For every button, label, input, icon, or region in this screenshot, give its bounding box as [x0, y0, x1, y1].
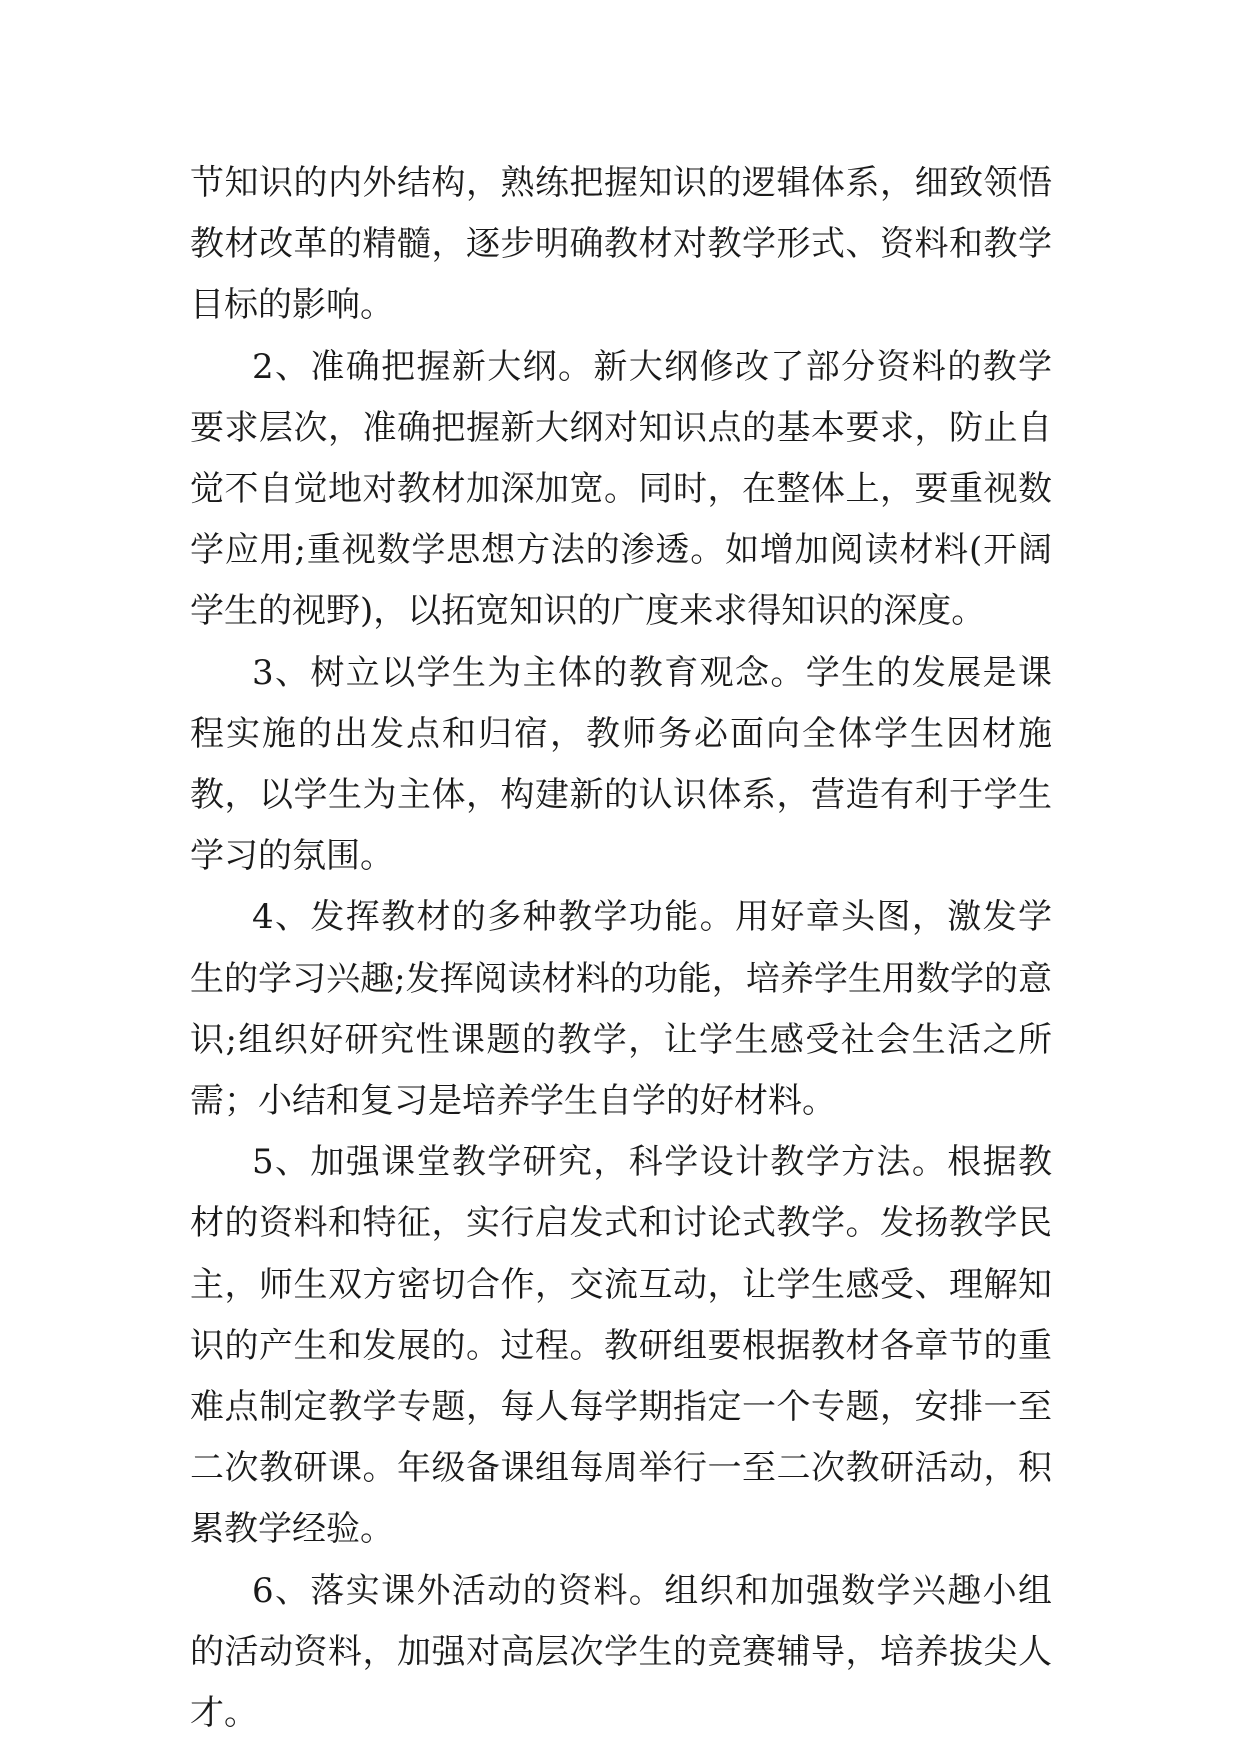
document-body: [190, 153, 1052, 1744]
paragraph-item-4: 4、发挥教材的多种教学功能。用好章头图，激发学生的学习兴趣;发挥阅读材料的功能，培养学生用数学的意识;组织好研究性课题的教学，让学生感受社会生活之所需；小结和复习是培养学生自学的好材料。: [190, 897, 1053, 1122]
paragraph-continuation: 节知识的内外结构，熟练把握知识的逻辑体系，细致领悟教材改革的精髓，逐步明确教材对教学形式、资料和教学目标的影响。: [190, 163, 1052, 326]
paragraph-item-3: 3、树立以学生为主体的教育观念。学生的发展是课程实施的出发点和归宿，教师务必面向全体学生因材施教，以学生为主体，构建新的认识体系，营造有利于学生学习的氛围。: [190, 652, 1052, 877]
paragraph-item-2: 2、准确把握新大纲。新大纲修改了部分资料的教学要求层次，准确把握新大纲对知识点的基本要求，防止自觉不自觉地对教材加深加宽。同时，在整体上，要重视数学应用;重视数学思想方法的渗透。如增加阅读材料(开阔学生的视野)，以拓宽知识的广度来求得知识的深度。: [190, 346, 1052, 632]
paragraph-item-5: 5、加强课堂教学研究，科学设计教学方法。根据教材的资料和特征，实行启发式和讨论式教学。发扬教学民主，师生双方密切合作，交流互动，让学生感受、理解知识的产生和发展的。过程。教研组要根据教材各章节的重难点制定教学专题，每人每学期指定一个专题，安排一至二次教研课。年级备课组每周举行一至二次教研活动，积累教学经验。: [190, 1142, 1052, 1550]
paragraph-item-6: 6、落实课外活动的资料。组织和加强数学兴趣小组的活动资料，加强对高层次学生的竞赛辅导，培养拔尖人才。: [190, 1570, 1052, 1734]
